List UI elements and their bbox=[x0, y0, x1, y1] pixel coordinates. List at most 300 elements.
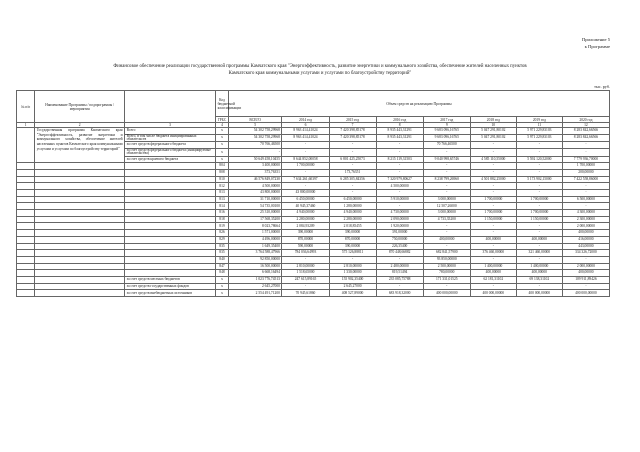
row-number bbox=[17, 163, 35, 170]
table-row bbox=[17, 128, 610, 135]
row-number bbox=[17, 190, 35, 197]
row-name bbox=[35, 216, 125, 223]
row-number bbox=[17, 216, 35, 223]
amount-cell: - bbox=[562, 190, 609, 197]
row-number bbox=[17, 169, 35, 176]
row-name bbox=[35, 250, 125, 257]
amount-cell: - bbox=[516, 256, 562, 263]
amount-cell: 109 911,89426 bbox=[562, 276, 609, 283]
amount-cell: 17 568,35200 bbox=[228, 216, 282, 223]
units-label: тыс. руб. bbox=[594, 84, 610, 89]
program-name: Государственная программа Камчатского края "Энергоэффективность, развитие энергетики и коммунального хозяйства, обеспечение жителей населенных пунктов Камчатского края коммунальными услугами и услугами по благоустройству территорий" bbox=[35, 128, 125, 163]
amount-cell: 780,00000 bbox=[423, 270, 470, 277]
grbs-code: 804 bbox=[216, 163, 229, 170]
grbs-code: х bbox=[216, 128, 229, 135]
header-num: № п/п bbox=[17, 91, 35, 123]
amount-cell: 1 150,00000 bbox=[516, 216, 562, 223]
amount-cell: - bbox=[470, 203, 516, 210]
amount-cell: 390,00000 bbox=[329, 230, 376, 237]
amount-cell: - bbox=[423, 230, 470, 237]
amount-cell: 400,00000 bbox=[516, 236, 562, 243]
amount-cell: - bbox=[228, 148, 282, 156]
amount-cell: 4 940,00000 bbox=[329, 210, 376, 217]
row-name bbox=[35, 283, 125, 290]
amount-cell: 5 910,00000 bbox=[376, 196, 423, 203]
header-budget-code: Код бюджетной классификации bbox=[216, 91, 229, 117]
amount-cell: 8 283 842,66566 bbox=[562, 128, 609, 135]
amount-cell: - bbox=[423, 243, 470, 250]
amount-cell: 5 592 120,52000 bbox=[516, 156, 562, 163]
row-number bbox=[17, 176, 35, 183]
amount-cell: 400 000,00000 bbox=[562, 290, 609, 297]
row-number bbox=[17, 183, 35, 190]
amount-cell: 7 779 936,70000 bbox=[562, 156, 609, 163]
amount-cell: - bbox=[516, 163, 562, 170]
amount-cell: 2 000,00000 bbox=[562, 263, 609, 270]
amount-cell: - bbox=[470, 190, 516, 197]
amount-cell: 2 084,93209 bbox=[282, 223, 329, 230]
amount-cell: 62 181,31102 bbox=[470, 276, 516, 283]
amount-cell: - bbox=[376, 142, 423, 149]
amount-cell: - bbox=[470, 283, 516, 290]
amount-cell: - bbox=[282, 256, 329, 263]
table-row bbox=[17, 223, 610, 230]
row-number bbox=[17, 210, 35, 217]
row-name bbox=[35, 190, 125, 197]
amount-cell: 400,00000 bbox=[562, 230, 609, 237]
col-number: 1 bbox=[17, 123, 35, 128]
amount-cell: 682 841,57900 bbox=[423, 250, 470, 257]
row-name bbox=[35, 270, 125, 277]
amount-cell: - bbox=[329, 142, 376, 149]
amount-cell: 8 644 852,00058 bbox=[282, 156, 329, 163]
amount-cell: 70 766,46500 bbox=[228, 142, 282, 149]
row-name bbox=[35, 163, 125, 170]
amount-cell: 4 733,35200 bbox=[423, 216, 470, 223]
amount-cell: 5 173 902,15000 bbox=[516, 176, 562, 183]
row-name bbox=[35, 243, 125, 250]
amount-cell: - bbox=[516, 230, 562, 237]
row-name bbox=[35, 230, 125, 237]
amount-cell: - bbox=[282, 148, 329, 156]
amount-cell: 400 000,00000 bbox=[423, 290, 470, 297]
amount-cell: 8 963 414,41024 bbox=[282, 128, 329, 135]
table-row bbox=[17, 216, 610, 223]
amount-cell: 376 460,00000 bbox=[470, 250, 516, 257]
amount-cell: 6 801 425,25073 bbox=[329, 156, 376, 163]
col-number: 3 bbox=[125, 123, 216, 128]
amount-cell: 4 585 110,55000 bbox=[470, 156, 516, 163]
amount-cell: 1 700,00000 bbox=[562, 163, 609, 170]
amount-cell: - bbox=[562, 142, 609, 149]
header-year-2020: 2020 год bbox=[562, 117, 609, 123]
amount-cell: 2 000,00000 bbox=[562, 223, 609, 230]
col-number: 2 bbox=[35, 123, 125, 128]
amount-cell: 400,00000 bbox=[470, 270, 516, 277]
amount-cell: - bbox=[329, 190, 376, 197]
amount-cell: 4 940,00000 bbox=[282, 210, 329, 217]
amount-cell: 870 448,66882 bbox=[376, 250, 423, 257]
amount-cell: 54 735,00100 bbox=[228, 203, 282, 210]
amount-cell: 2 554 491,71200 bbox=[228, 290, 282, 297]
funding-source bbox=[125, 163, 216, 170]
grbs-code: 848 bbox=[216, 270, 229, 277]
table-row bbox=[17, 210, 610, 217]
amount-cell: 870,00000 bbox=[329, 236, 376, 243]
row-number bbox=[17, 230, 35, 237]
row-name bbox=[35, 276, 125, 283]
funding-source bbox=[125, 210, 216, 217]
amount-cell: 4 300,00000 bbox=[562, 210, 609, 217]
header-year-2019: 2019 год bbox=[516, 117, 562, 123]
funding-source bbox=[125, 176, 216, 183]
amount-cell: - bbox=[562, 183, 609, 190]
amount-cell: 54 302 758,29968 bbox=[228, 128, 282, 135]
amount-cell: 416,00000 bbox=[562, 236, 609, 243]
amount-cell: - bbox=[423, 148, 470, 156]
amount-cell: 2 280,00000 bbox=[329, 216, 376, 223]
amount-cell: 3 000,00000 bbox=[423, 210, 470, 217]
header-name: Наименование Программы / подпрограммы / мероприятия bbox=[35, 91, 125, 123]
financing-rows bbox=[17, 128, 610, 297]
row-number bbox=[17, 223, 35, 230]
amount-cell: 400,00000 bbox=[423, 236, 470, 243]
grbs-code: 813 bbox=[216, 190, 229, 197]
header-year-2015: 2015 год bbox=[329, 117, 376, 123]
header-year-2017: 2017 год bbox=[423, 117, 470, 123]
amount-cell: 1 700,00000 bbox=[470, 196, 516, 203]
amount-cell: 155 902,35400 bbox=[329, 276, 376, 283]
funding-source bbox=[125, 216, 216, 223]
amount-cell: 171 331,01525 bbox=[423, 276, 470, 283]
row-name bbox=[35, 236, 125, 243]
grbs-code: 840 bbox=[216, 256, 229, 263]
amount-cell: 7 634 261,60397 bbox=[282, 176, 329, 183]
amount-cell: 12 507,26000 bbox=[423, 203, 470, 210]
amount-cell: - bbox=[470, 169, 516, 176]
grbs-code: 818 bbox=[216, 216, 229, 223]
document-title bbox=[40, 64, 600, 77]
funding-source: Всего bbox=[125, 128, 216, 135]
amount-cell: 1 700,00000 bbox=[282, 163, 329, 170]
col-number: 6 bbox=[282, 123, 329, 128]
amount-cell: 6 500,00000 bbox=[562, 196, 609, 203]
amount-cell: 8 963 414,41024 bbox=[282, 134, 329, 142]
title-line-2: Камчатского края коммунальными услугами и услугами по благоустройству территорий" bbox=[228, 70, 412, 76]
amount-cell: 400 000,00000 bbox=[516, 290, 562, 297]
grbs-code: х bbox=[216, 134, 229, 142]
amount-cell: 1 700,00000 bbox=[516, 210, 562, 217]
amount-cell: 1 150,00000 bbox=[470, 216, 516, 223]
amount-cell: 3 764 588,47966 bbox=[228, 250, 282, 257]
amount-cell: 5 047 291,80102 bbox=[470, 128, 516, 135]
table-row bbox=[17, 243, 610, 250]
row-name bbox=[35, 183, 125, 190]
amount-cell: - bbox=[470, 183, 516, 190]
amount-cell: 6 450,00000 bbox=[282, 196, 329, 203]
row-name bbox=[35, 210, 125, 217]
grbs-code: 835 bbox=[216, 250, 229, 257]
amount-cell: 575 126,88811 bbox=[329, 250, 376, 257]
amount-cell: - bbox=[282, 142, 329, 149]
grbs-code: х bbox=[216, 290, 229, 297]
amount-cell: 400 000,00000 bbox=[470, 290, 516, 297]
row-name bbox=[35, 196, 125, 203]
amount-cell: 4 500,00000 bbox=[228, 183, 282, 190]
table-row bbox=[17, 196, 610, 203]
amount-cell: 1 400,00000 bbox=[470, 263, 516, 270]
col-number: 8 bbox=[376, 123, 423, 128]
amount-cell: - bbox=[562, 203, 609, 210]
funding-source bbox=[125, 203, 216, 210]
grbs-code: 816 bbox=[216, 210, 229, 217]
funding-source: Всего, в том числе бюджета инициированных обязательств bbox=[125, 134, 216, 142]
amount-cell: - bbox=[516, 283, 562, 290]
amount-cell: 390,00000 bbox=[282, 230, 329, 237]
grbs-code: 819 bbox=[216, 223, 229, 230]
amount-cell: 31 710,00000 bbox=[228, 196, 282, 203]
amount-cell: - bbox=[470, 256, 516, 263]
amount-cell: - bbox=[329, 256, 376, 263]
amount-cell: 3 400,00000 bbox=[228, 163, 282, 170]
amount-cell: 7 420 398,85178 bbox=[329, 128, 376, 135]
amount-cell: 93 850,00000 bbox=[423, 256, 470, 263]
appendix-line-1: Приложение 5 bbox=[581, 37, 610, 42]
amount-cell: - bbox=[329, 183, 376, 190]
row-name bbox=[35, 256, 125, 263]
header-total: ВСЕГО bbox=[228, 117, 282, 123]
amount-cell: 2 280,00000 bbox=[282, 216, 329, 223]
amount-cell: 4 501 882,25000 bbox=[470, 176, 516, 183]
header-grbs: ГРБС bbox=[216, 117, 229, 123]
amount-cell: - bbox=[470, 148, 516, 156]
col-number: 9 bbox=[423, 123, 470, 128]
title-line-1: Финансовое обеспечение реализации государственной программы Камчатского края "Энергоэффективность, развитие энергетики и коммунального хозяйства, обеспечение жителей населенных пунктов bbox=[113, 64, 527, 69]
header-year-2018: 2018 год bbox=[470, 117, 516, 123]
funding-source bbox=[125, 183, 216, 190]
amount-cell: 321 460,00000 bbox=[516, 250, 562, 257]
amount-cell: 1 023 776,74513 bbox=[228, 276, 282, 283]
table-row bbox=[17, 290, 610, 297]
amount-cell: - bbox=[470, 142, 516, 149]
amount-cell: - bbox=[423, 169, 470, 176]
col-number: 7 bbox=[329, 123, 376, 128]
amount-cell: 443,00000 bbox=[562, 243, 609, 250]
amount-cell: 400,00000 bbox=[470, 236, 516, 243]
amount-cell: - bbox=[423, 190, 470, 197]
table-row bbox=[17, 183, 610, 190]
amount-cell: - bbox=[376, 256, 423, 263]
table-row bbox=[17, 250, 610, 257]
table-row bbox=[17, 190, 610, 197]
table-row bbox=[17, 169, 610, 176]
amount-cell: 50 649 458,10455 bbox=[228, 156, 282, 163]
amount-cell: - bbox=[470, 230, 516, 237]
amount-cell: 8 935 443,31291 bbox=[376, 128, 423, 135]
amount-cell: 25 310,00000 bbox=[228, 210, 282, 217]
grbs-code: 810 bbox=[216, 176, 229, 183]
amount-cell: 2 500,00000 bbox=[423, 263, 470, 270]
row-name bbox=[35, 203, 125, 210]
row-name bbox=[35, 223, 125, 230]
financing-table bbox=[16, 90, 610, 297]
amount-cell: - bbox=[562, 148, 609, 156]
amount-cell: 784 036,64993 bbox=[282, 250, 329, 257]
amount-cell: 2 645,27000 bbox=[228, 283, 282, 290]
amount-cell: 6 450,00000 bbox=[329, 196, 376, 203]
grbs-code: х bbox=[216, 283, 229, 290]
amount-cell: 70 945,61860 bbox=[282, 290, 329, 297]
row-name bbox=[35, 169, 125, 176]
amount-cell: - bbox=[423, 183, 470, 190]
amount-cell: 40 945,37460 bbox=[282, 203, 329, 210]
amount-cell: 819,51494 bbox=[376, 270, 423, 277]
col-number: 5 bbox=[228, 123, 282, 128]
amount-cell: 46 576 849,07230 bbox=[228, 176, 282, 183]
amount-cell: - bbox=[516, 203, 562, 210]
amount-cell: 1 330,00000 bbox=[329, 270, 376, 277]
amount-cell: 8 023,78664 bbox=[228, 223, 282, 230]
amount-cell: - bbox=[423, 223, 470, 230]
amount-cell: 7 420 398,85178 bbox=[329, 134, 376, 142]
amount-cell: 390,00000 bbox=[329, 243, 376, 250]
grbs-code: 813 bbox=[216, 196, 229, 203]
amount-cell: - bbox=[423, 163, 470, 170]
amount-cell: 43 800,00000 bbox=[228, 190, 282, 197]
table-row bbox=[17, 283, 610, 290]
col-number: 12 bbox=[562, 123, 609, 128]
table-row bbox=[17, 176, 610, 183]
amount-cell: 9 683 096,16765 bbox=[423, 128, 470, 135]
amount-cell: 2 300,00000 bbox=[562, 216, 609, 223]
row-number bbox=[17, 276, 35, 283]
grbs-code: 814 bbox=[216, 203, 229, 210]
amount-cell: 2 810,00000 bbox=[329, 263, 376, 270]
funding-source bbox=[125, 236, 216, 243]
amount-cell: 235 085,75788 bbox=[376, 276, 423, 283]
amount-cell: 226,35400 bbox=[376, 243, 423, 250]
amount-cell: 1 400,00000 bbox=[516, 263, 562, 270]
grbs-code: х bbox=[216, 276, 229, 283]
amount-cell: 1 700,00000 bbox=[516, 196, 562, 203]
amount-cell: - bbox=[516, 183, 562, 190]
amount-cell: - bbox=[376, 148, 423, 156]
amount-cell: - bbox=[329, 163, 376, 170]
amount-cell: - bbox=[376, 283, 423, 290]
funding-source: за счет средств внебюджетных источников bbox=[125, 290, 216, 297]
row-number bbox=[17, 236, 35, 243]
table-row bbox=[17, 230, 610, 237]
amount-cell: 870,00000 bbox=[282, 236, 329, 243]
row-number bbox=[17, 283, 35, 290]
table-row bbox=[17, 236, 610, 243]
col-number: 11 bbox=[516, 123, 562, 128]
amount-cell: 70 766,46500 bbox=[423, 142, 470, 149]
funding-source bbox=[125, 223, 216, 230]
amount-cell: 2 810,00000 bbox=[282, 263, 329, 270]
amount-cell: 1 920,00000 bbox=[376, 223, 423, 230]
funding-source bbox=[125, 169, 216, 176]
amount-cell: 334 326,72000 bbox=[562, 250, 609, 257]
amount-cell: 683 918,32000 bbox=[376, 290, 423, 297]
grbs-code: х bbox=[216, 142, 229, 149]
amount-cell: - bbox=[516, 243, 562, 250]
amount-cell: 5 971 229,83103 bbox=[516, 134, 562, 142]
funding-source bbox=[125, 263, 216, 270]
amount-cell: 5 047 291,80102 bbox=[470, 134, 516, 142]
amount-cell: 1 700,00000 bbox=[470, 210, 516, 217]
funding-source bbox=[125, 190, 216, 197]
amount-cell: 8 215 119,31503 bbox=[376, 156, 423, 163]
amount-cell: 1 280,00000 bbox=[329, 203, 376, 210]
amount-cell: 5 971 229,83103 bbox=[516, 128, 562, 135]
row-number bbox=[17, 203, 35, 210]
amount-cell: 3 000,00000 bbox=[423, 196, 470, 203]
funding-source bbox=[125, 250, 216, 257]
table-row bbox=[17, 263, 610, 270]
row-number bbox=[17, 128, 35, 163]
amount-cell: 8 935 443,31291 bbox=[376, 134, 423, 142]
row-name bbox=[35, 263, 125, 270]
grbs-code: 847 bbox=[216, 263, 229, 270]
amount-cell: - bbox=[470, 223, 516, 230]
amount-cell: 16 500,00000 bbox=[228, 263, 282, 270]
row-number bbox=[17, 256, 35, 263]
amount-cell: - bbox=[516, 223, 562, 230]
table-row bbox=[17, 256, 610, 263]
row-number bbox=[17, 196, 35, 203]
amount-cell: 173,76351 bbox=[329, 169, 376, 176]
funding-source bbox=[125, 196, 216, 203]
amount-cell: 2 090,00000 bbox=[376, 216, 423, 223]
grbs-code: 808 bbox=[216, 169, 229, 176]
row-name bbox=[35, 290, 125, 297]
funding-source: за счет средств краевого бюджета bbox=[125, 156, 216, 163]
grbs-code: 829 bbox=[216, 236, 229, 243]
grbs-code: 826 bbox=[216, 230, 229, 237]
amount-cell: 4 496,00000 bbox=[228, 236, 282, 243]
amount-cell: 2 645,27000 bbox=[329, 283, 376, 290]
amount-cell: 8 238 799,26960 bbox=[423, 176, 470, 183]
amount-cell: 9 040 998,65746 bbox=[423, 156, 470, 163]
amount-cell: - bbox=[376, 163, 423, 170]
amount-cell: 1 649,35400 bbox=[228, 243, 282, 250]
header-blank bbox=[125, 91, 216, 123]
row-number bbox=[17, 250, 35, 257]
amount-cell: 1 571,00000 bbox=[228, 230, 282, 237]
col-number: 10 bbox=[470, 123, 516, 128]
row-number bbox=[17, 263, 35, 270]
amount-cell: - bbox=[562, 256, 609, 263]
row-number bbox=[17, 290, 35, 297]
table-row bbox=[17, 203, 610, 210]
amount-cell: 43 800,00000 bbox=[282, 190, 329, 197]
amount-cell: 1 518,65000 bbox=[282, 270, 329, 277]
grbs-code: х bbox=[216, 156, 229, 163]
amount-cell: - bbox=[423, 283, 470, 290]
amount-cell: 69 138,31102 bbox=[516, 276, 562, 283]
funding-source: за счет средств местных бюджетов bbox=[125, 276, 216, 283]
appendix-note bbox=[582, 37, 610, 50]
header-year-2016: 2016 год bbox=[376, 117, 423, 123]
amount-cell: - bbox=[282, 183, 329, 190]
amount-cell: 92 850,00000 bbox=[228, 256, 282, 263]
amount-cell: 750,00000 bbox=[376, 236, 423, 243]
amount-cell: 7 422 558,86000 bbox=[562, 176, 609, 183]
amount-cell: 408 527,89000 bbox=[329, 290, 376, 297]
appendix-line-2: к Программе bbox=[584, 43, 610, 49]
funding-source bbox=[125, 230, 216, 237]
